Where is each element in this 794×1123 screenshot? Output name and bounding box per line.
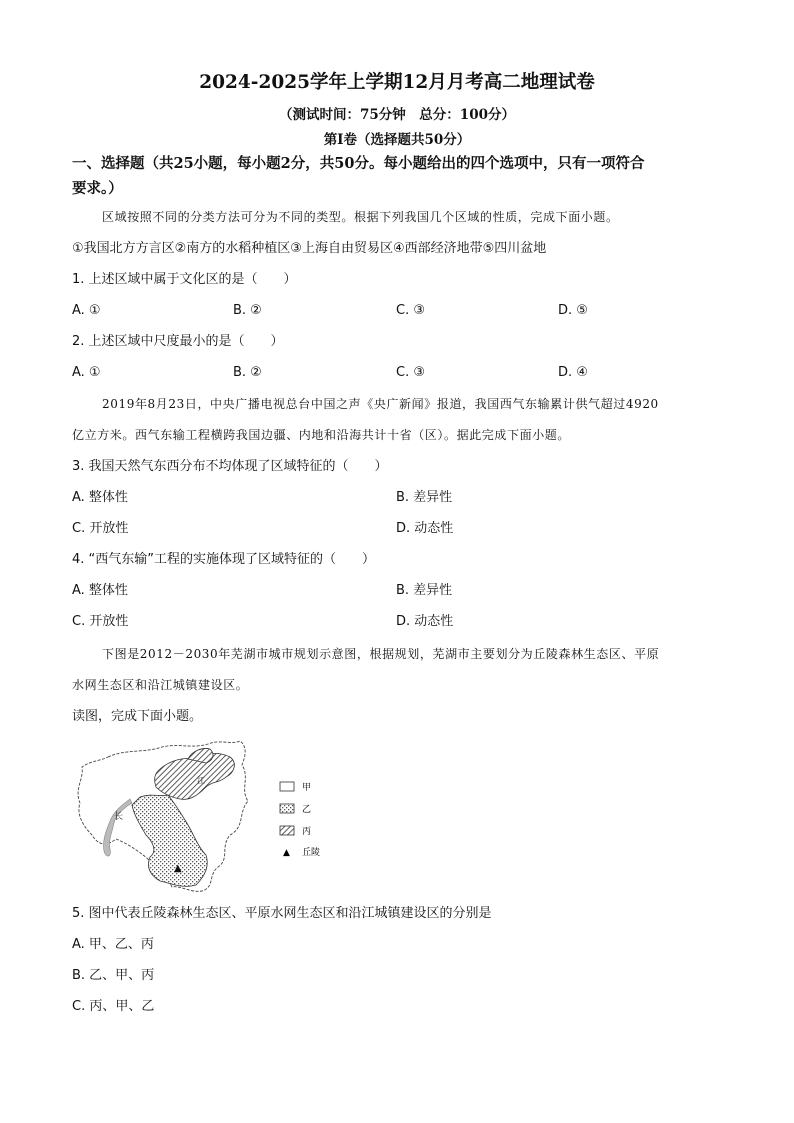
q4-option-d[interactable]: D. 动态性 bbox=[396, 614, 454, 629]
legend-label-jia: 甲 bbox=[302, 783, 312, 793]
volume-heading: 第Ⅰ卷（选择题共50分） bbox=[323, 132, 471, 148]
q1-option-b[interactable]: B. ② bbox=[233, 303, 262, 318]
q2-option-c[interactable]: C. ③ bbox=[396, 365, 425, 380]
legend-label-hill: 丘陵 bbox=[302, 848, 321, 858]
wuhu-planning-map bbox=[70, 735, 340, 895]
q4-option-a[interactable]: A. 整体性 bbox=[72, 583, 128, 598]
q3-option-a[interactable]: A. 整体性 bbox=[72, 490, 128, 505]
legend-swatch-jia bbox=[280, 782, 294, 791]
q4-option-c[interactable]: C. 开放性 bbox=[72, 614, 129, 629]
q5-option-a[interactable]: A. 甲、乙、丙 bbox=[72, 937, 154, 952]
hill-marker: ▲ bbox=[174, 863, 182, 874]
q3-option-d[interactable]: D. 动态性 bbox=[396, 521, 454, 536]
legend-swatch-bing bbox=[280, 826, 294, 835]
intro-paragraph-3: 下图是2012－2030年芜湖市城市规划示意图，根据规划，芜湖市主要划分为丘陵森林生态区、平原 bbox=[102, 647, 660, 661]
q5-option-c[interactable]: C. 丙、甲、乙 bbox=[72, 999, 155, 1014]
map-instruction: 读图，完成下面小题。 bbox=[72, 709, 203, 724]
intro-paragraph-3-cont: 水网生态区和沿江城镇建设区。 bbox=[72, 678, 249, 692]
legend-label-bing: 丙 bbox=[302, 827, 312, 837]
legend-label-yi: 乙 bbox=[302, 805, 312, 815]
intro-paragraph-1: 区域按照不同的分类方法可分为不同的类型。根据下列我国几个区域的性质，完成下面小题。 bbox=[102, 210, 619, 224]
q3-option-b[interactable]: B. 差异性 bbox=[396, 490, 453, 505]
region-list: ①我国北方方言区②南方的水稻种植区③上海自由贸易区④西部经济地带⑤四川盆地 bbox=[72, 241, 547, 256]
q2-option-d[interactable]: D. ④ bbox=[558, 365, 588, 380]
q1-option-a[interactable]: A. ① bbox=[72, 303, 101, 318]
question-1-stem: 1. 上述区域中属于文化区的是（ ） bbox=[72, 272, 297, 287]
question-5-stem: 5. 图中代表丘陵森林生态区、平原水网生态区和沿江城镇建设区的分别是 bbox=[72, 906, 492, 921]
legend-hill-icon: ▲ bbox=[283, 848, 290, 858]
exam-meta: （测试时间：75分钟 总分：100分） bbox=[279, 107, 515, 123]
intro-paragraph-2: 2019年8月23日，中央广播电视总台中国之声《央广新闻》报道，我国西气东输累计供气超过4920 bbox=[102, 397, 659, 411]
q1-option-d[interactable]: D. ⑤ bbox=[558, 303, 588, 318]
question-2-stem: 2. 上述区域中尺度最小的是（ ） bbox=[72, 334, 284, 349]
q3-option-c[interactable]: C. 开放性 bbox=[72, 521, 129, 536]
q1-option-c[interactable]: C. ③ bbox=[396, 303, 425, 318]
q5-option-b[interactable]: B. 乙、甲、丙 bbox=[72, 968, 155, 983]
page-title: 2024-2025学年上学期12月月考高二地理试卷 bbox=[199, 72, 595, 93]
question-4-stem: 4. “西气东输”工程的实施体现了区域特征的（ ） bbox=[72, 552, 376, 567]
q4-option-b[interactable]: B. 差异性 bbox=[396, 583, 453, 598]
q2-option-a[interactable]: A. ① bbox=[72, 365, 101, 380]
q2-option-b[interactable]: B. ② bbox=[233, 365, 262, 380]
intro-paragraph-2-cont: 亿立方米。西气东输工程横跨我国边疆、内地和沿海共计十省（区）。据此完成下面小题。 bbox=[72, 428, 571, 442]
river-label-jiang: 江 bbox=[197, 776, 205, 785]
section-heading-cont: 要求。） bbox=[72, 180, 123, 197]
river-label-chang: 长 bbox=[114, 812, 124, 822]
question-3-stem: 3. 我国天然气东西分布不均体现了区域特征的（ ） bbox=[72, 459, 388, 474]
legend-swatch-yi bbox=[280, 804, 294, 813]
section-heading: 一、选择题（共25小题，每小题2分，共50分。每小题给出的四个选项中，只有一项符合 bbox=[72, 155, 645, 172]
